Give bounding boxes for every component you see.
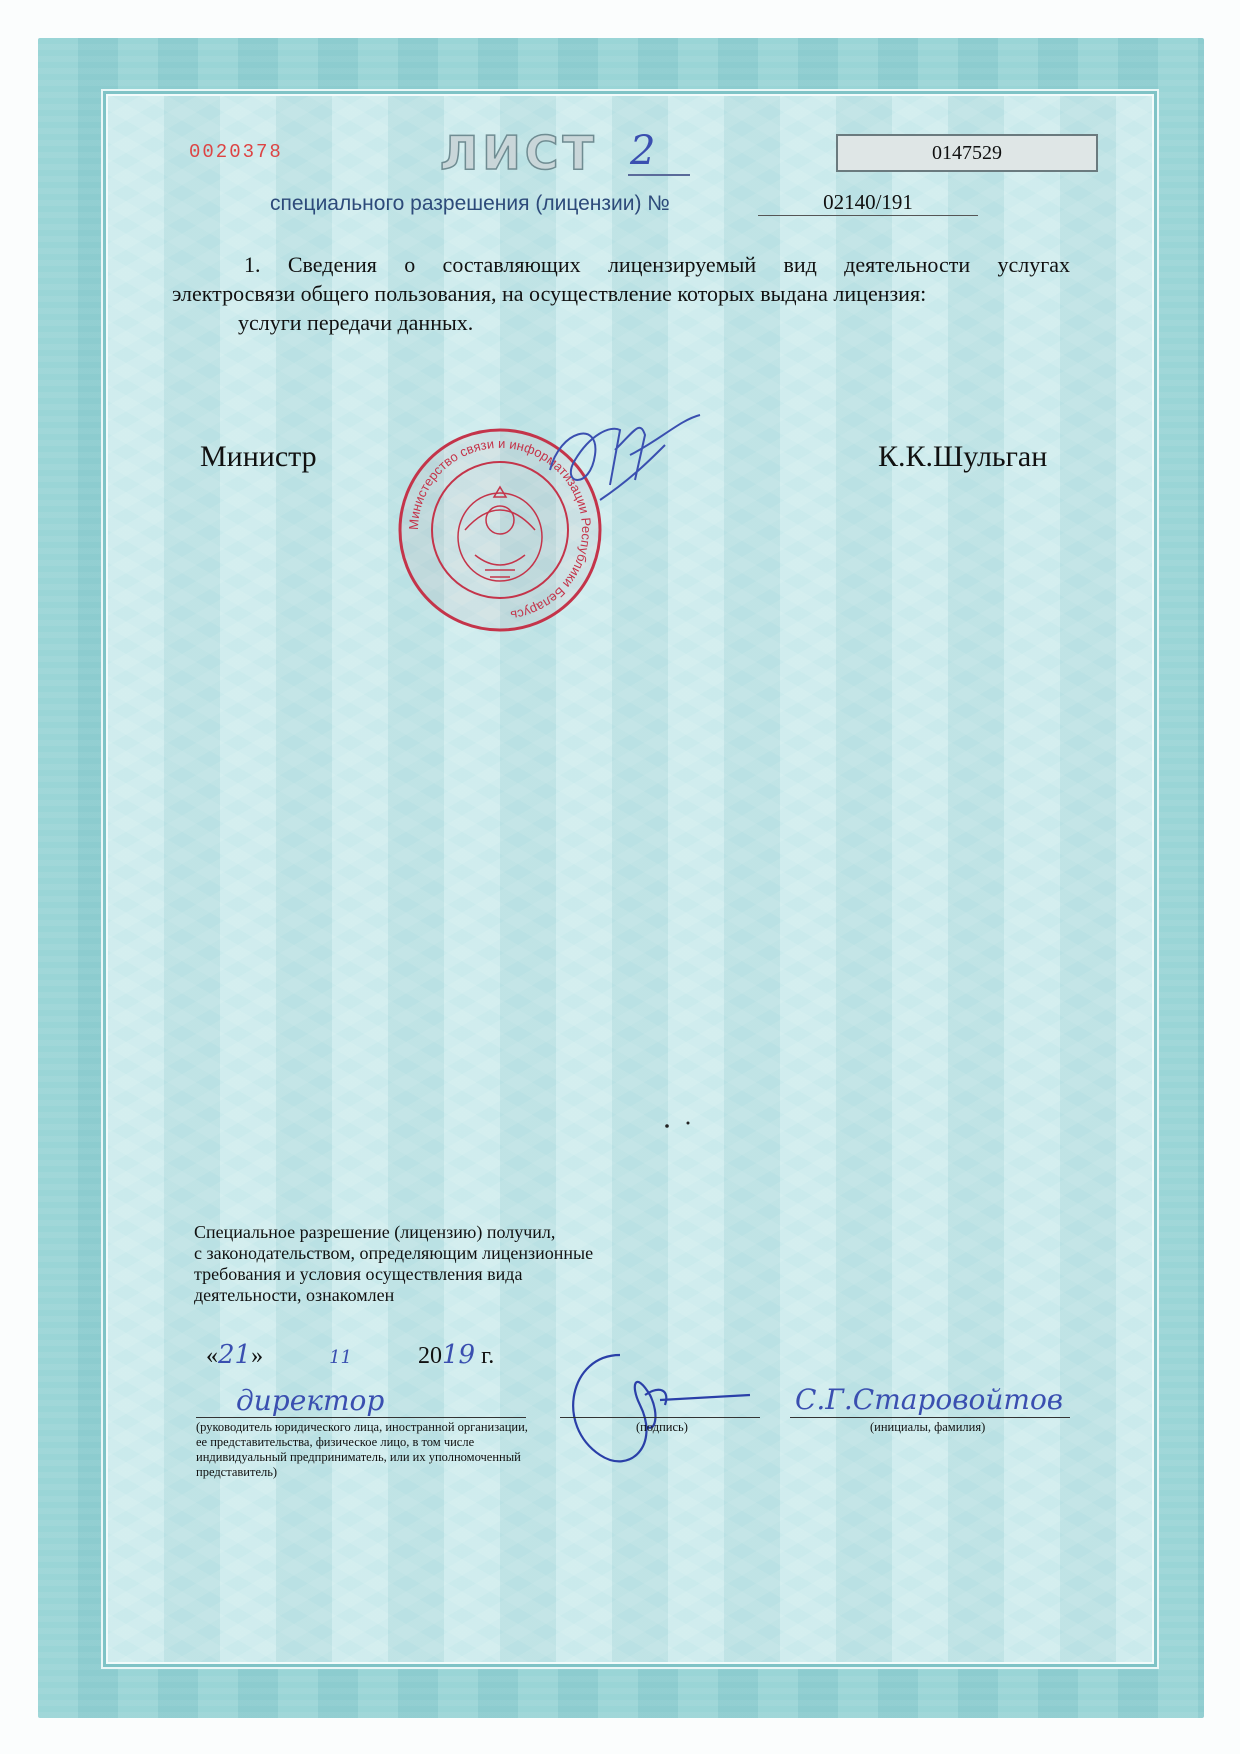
- position-handwritten: директор: [236, 1384, 385, 1417]
- services-paragraph: [172, 250, 1070, 337]
- position-caption: (руководитель юридического лица, иностранной организации, ее представительства, физическое лицо, в том числе индивидуальный предприниматель, или их уполномоченный представитель): [196, 1420, 528, 1479]
- signature-caption: (подпись): [636, 1420, 688, 1434]
- license-label: специального разрешения (лицензии) №: [270, 192, 670, 215]
- ink-dots: [664, 1120, 694, 1130]
- paragraph-line-3: услуги передачи данных.: [238, 310, 474, 335]
- fio-caption: (инициалы, фамилия): [870, 1420, 986, 1434]
- date-month: 11: [329, 1347, 352, 1368]
- license-number: 02140/191: [758, 190, 978, 216]
- date-year-mark: г.: [481, 1343, 495, 1369]
- sheet-title: ЛИСТ: [440, 126, 598, 180]
- paragraph-line-2: электросвязи общего пользования, на осуществление которых выдана лицензия:: [172, 281, 927, 306]
- position-line: [196, 1417, 526, 1418]
- date-close-quote: »: [251, 1343, 264, 1369]
- received-line-2: с законодательством, определяющим лицензионные: [194, 1243, 594, 1263]
- blank-number-box: 0147529: [836, 134, 1098, 172]
- minister-label: Министр: [200, 440, 317, 473]
- fio-line: [790, 1417, 1070, 1418]
- received-line-4: деятельности, ознакомлен: [194, 1285, 395, 1305]
- fio-handwritten: С.Г.Старовойтов: [795, 1383, 1064, 1416]
- date-year-suffix: 19: [442, 1340, 476, 1370]
- signature-line: [560, 1417, 760, 1418]
- date-year-prefix: 20: [418, 1343, 442, 1369]
- received-line-3: требования и условия осуществления вида: [194, 1264, 523, 1284]
- receipt-date: [206, 1340, 494, 1370]
- minister-name: К.К.Шульган: [878, 440, 1048, 473]
- minister-signature: [540, 410, 715, 510]
- sheet-number-handwritten: 2: [630, 128, 656, 174]
- sheet-number-underline: [628, 174, 690, 176]
- date-open-quote: «: [206, 1343, 218, 1369]
- seal-text: Министерство связи и информатизации Республики Беларусь: [405, 435, 595, 624]
- received-line-1: Специальное разрешение (лицензию) получил,: [194, 1222, 556, 1242]
- date-day: 21: [218, 1340, 252, 1370]
- received-statement: [194, 1222, 714, 1306]
- paragraph-line-1: 1. Сведения о составляющих лицензируемый вид деятельности услугах: [244, 252, 1070, 277]
- serial-number: 0020378: [189, 141, 283, 163]
- holder-signature: [560, 1345, 760, 1475]
